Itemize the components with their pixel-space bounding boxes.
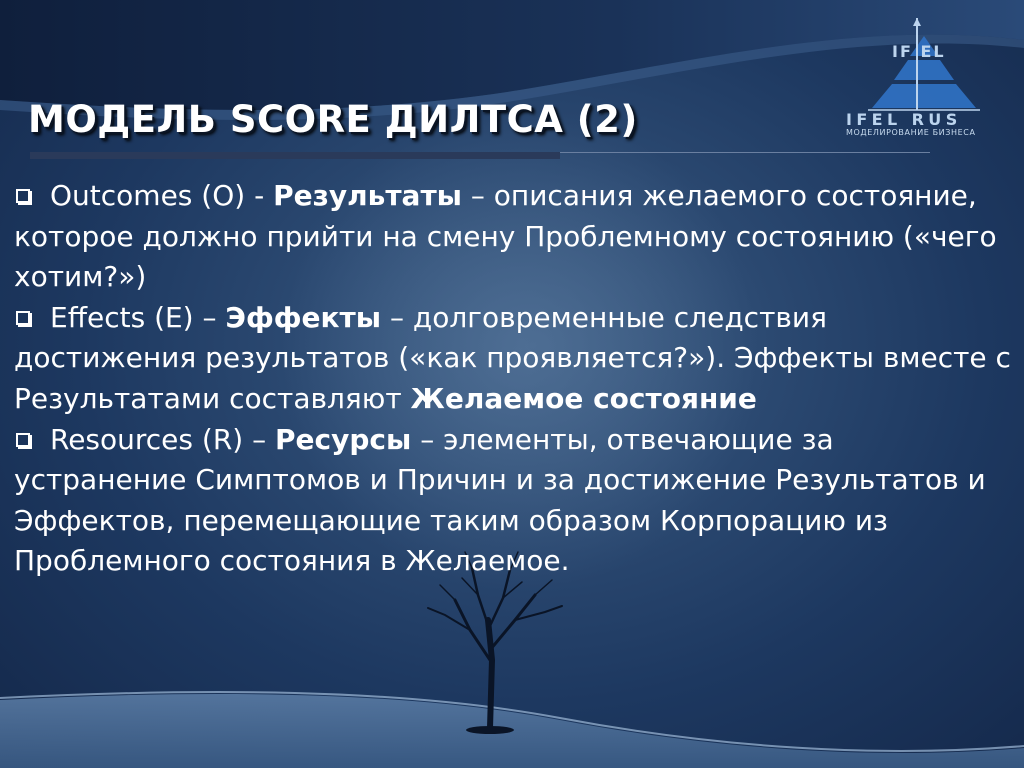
slide-body xyxy=(14,176,1014,582)
item-text: – описания желаемого состояние, которое должно прийти на смену Проблемному состоянию («чего хотим?») xyxy=(14,179,997,294)
item-text: – элементы, отвечающие за устранение Симптомов и Причин и за достижение Результатов и Эффектов, перемещающие таким образом Корпорацию из Проблемного состояния в Желаемое. xyxy=(14,422,986,578)
item-term: Outcomes (O) - xyxy=(50,179,274,212)
logo-subtitle: МОДЕЛИРОВАНИЕ БИЗНЕСА xyxy=(846,128,976,137)
item-term: Resources (R) – xyxy=(50,422,275,456)
item-name: Результаты xyxy=(273,179,462,212)
hollow-square-bullet-icon xyxy=(16,189,30,203)
list-item-resources xyxy=(14,420,1014,582)
item-emphasis: Желаемое состояние xyxy=(410,381,757,415)
logo-main-text: IFEL RUS xyxy=(846,110,962,129)
logo-top-text: IF EL xyxy=(892,42,946,61)
item-text: – долговременные следствия достижения результатов («как проявляется?»). Эффекты вместе с Результатами составляют xyxy=(14,300,1011,415)
tree-ground xyxy=(466,726,514,734)
list-item-outcomes xyxy=(14,176,1014,298)
title-rule xyxy=(560,152,930,153)
hollow-square-bullet-icon xyxy=(16,433,30,447)
item-term: Effects (E) – xyxy=(50,300,226,334)
list-item-effects xyxy=(14,298,1014,420)
item-name: Эффекты xyxy=(225,300,382,334)
hollow-square-bullet-icon xyxy=(16,311,30,325)
title-underline xyxy=(30,152,560,159)
slide-title: МОДЕЛЬ SCORE ДИЛТСА (2) xyxy=(28,98,638,141)
item-name: Ресурсы xyxy=(275,422,412,456)
